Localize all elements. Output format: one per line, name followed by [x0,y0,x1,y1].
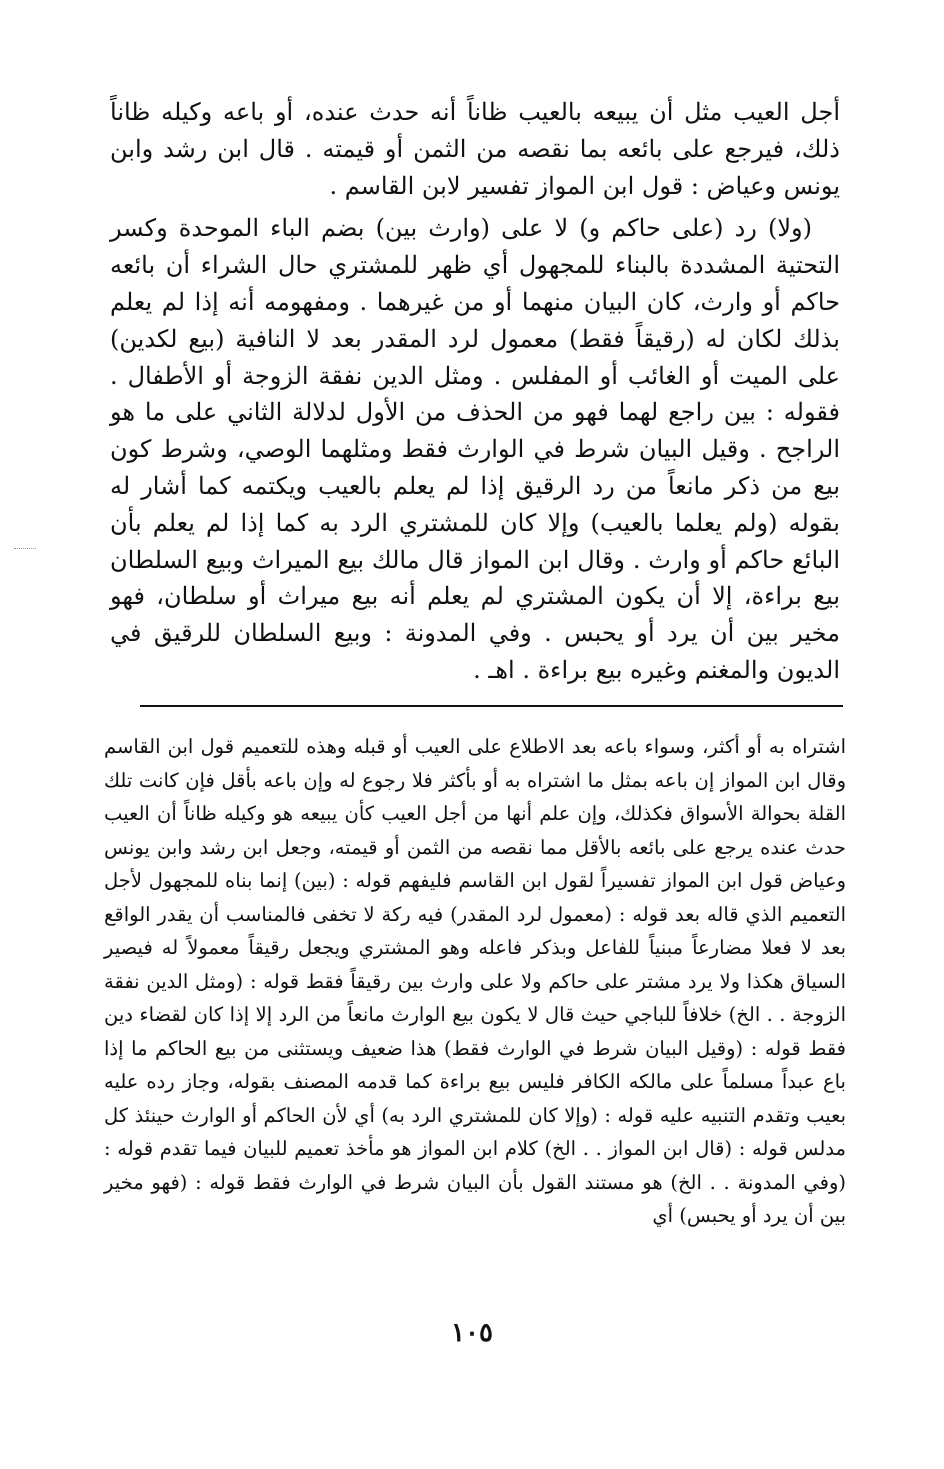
footnote-separator [140,705,843,707]
main-paragraph-2: (ولا) رد (على حاكم و) لا على (وارث بين) بضم الباء الموحدة وكسر التحتية المشددة بالبناء للمجهول أي ظهر للمشتري حال الشراء أن بائعه حاكم أو وارث، كان البيان منهما أو من غيرهما . ومفهومه أنه إذا لم يعلم بذلك لكان له (رقيقاً فقط) معمول لرد المقدر بعد لا النافية (بيع لكدين) على الميت أو الغائب أو المفلس . ومثل الدين نفقة الزوجة أو الأطفال . فقوله : بين راجع لهما فهو من الحذف من الأول لدلالة الثاني على ما هو الراجح . وقيل البيان شرط في الوارث فقط ومثلهما الوصي، وشرط كون بيع من ذكر مانعاً من رد الرقيق إذا لم يعلم بالعيب ويكتمه كما أشار له بقوله (ولم يعلما بالعيب) وإلا كان للمشتري الرد به كما إذا لم يعلم بأن البائع حاكم أو وارث . وقال ابن المواز قال مالك بيع الميراث وبيع السلطان بيع براءة، إلا أن يكون المشتري لم يعلم أنه بيع ميراث أو سلطان، فهو مخير بين أن يرد أو يحبس . وفي المدونة : وبيع السلطان للرقيق في الديون والمغنم وغيره بيع براءة . اهـ . [110,214,841,684]
footnote-text: اشتراه به أو أكثر، وسواء باعه بعد الاطلاع على العيب أو قبله وهذه للتعميم قول ابن القاسم وقال ابن المواز إن باعه بمثل ما اشتراه به أو بأكثر فلا رجوع له وإن باعه بأقل فإن كانت تلك القلة بحوالة الأسواق فكذلك، وإن علم أنها من أجل العيب كأن يبيعه هو وكيله ظاناً أن العيب حدث عنده يرجع على بائعه بالأقل مما نقصه من الثمن أو قيمته، وجعل ابن رشد وابن يونس وعياض قول ابن المواز تفسيراً لقول ابن القاسم فليفهم قوله : (بين) إنما بناه للمجهول لأجل التعميم الذي قاله بعد قوله : (معمول لرد المقدر) فيه ركة لا تخفى فالمناسب أن يقدر الواقع بعد لا فعلا مضارعاً مبنياً للفاعل وبذكر فاعله وهو المشتري ويجعل رقيقاً معمولاً له فيصير السياق هكذا ولا يرد مشتر على حاكم ولا على وارث بين رقيقاً فقط قوله : (ومثل الدين نفقة الزوجة . . الخ) خلافاً للباجي حيث قال لا يكون بيع الوارث مانعاً من الرد إلا إذا كان لقضاء دين فقط قوله : (وقيل البيان شرط في الوارث فقط) هذا ضعيف ويستثنى من بيع الحاكم ما إذا باع عبداً مسلماً على مالكه الكافر فليس بيع براءة كما قدمه المصنف بقوله، وجاز رده عليه بعيب وتقدم التنبيه عليه قوله : (وإلا كان للمشتري الرد به) أي لأن الحاكم أو الوارث حينئذ كل مدلس قوله : (قال ابن المواز . . الخ) كلام ابن المواز هو مأخذ تعميم للبيان فيما تقدم قوله : (وفي المدونة . . الخ) هو مستند القول بأن البيان شرط في الوارث فقط قوله : (فهو مخير بين أن يرد أو يحبس) أي [104,735,846,1227]
margin-mark [14,548,36,549]
main-paragraph-1: أجل العيب مثل أن يبيعه بالعيب ظاناً أنه حدث عنده، أو باعه وكيله ظاناً ذلك، فيرجع على بائعه بما نقصه من الثمن أو قيمته . قال ابن رشد وابن يونس وعياض : قول ابن المواز تفسير لابن القاسم . [110,98,840,200]
page-number: ١٠٥ [451,1318,493,1348]
main-text-block [110,94,840,689]
